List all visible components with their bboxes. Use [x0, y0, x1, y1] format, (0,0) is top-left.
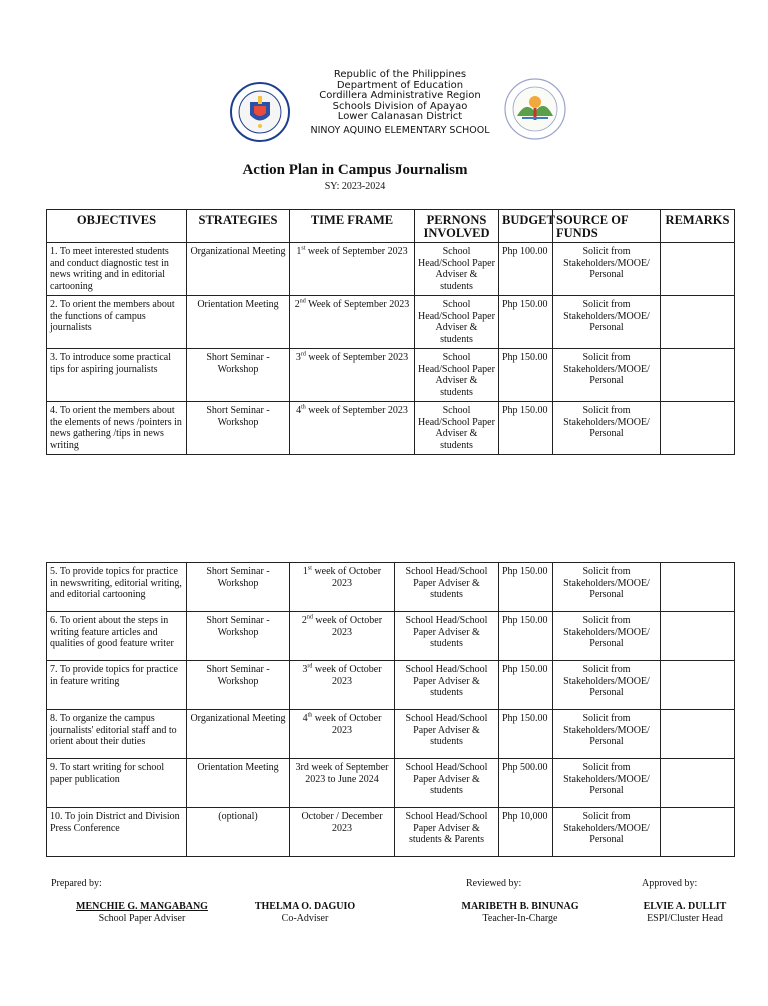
- action-plan-table: [46, 209, 735, 455]
- signatory-role: School Paper Adviser: [98, 913, 186, 924]
- reviewed-by-label: Reviewed by:: [466, 878, 522, 889]
- table-row: [47, 661, 735, 710]
- budget-cell: Php 100.00: [499, 243, 553, 296]
- source-cell: Solicit from Stakeholders/MOOE/ Personal: [553, 243, 661, 296]
- signatory-name: MARIBETH B. BINUNAG: [461, 901, 579, 912]
- persons-cell: School Head/School Paper Adviser & students: [395, 563, 499, 612]
- budget-cell: Php 150.00: [499, 349, 553, 402]
- time-frame-number: 2: [301, 615, 307, 626]
- letterhead: [0, 70, 768, 140]
- time-frame-cell: [290, 710, 395, 759]
- time-frame-cell: [290, 349, 415, 402]
- source-cell: Solicit from Stakeholders/MOOE/ Personal: [553, 759, 661, 808]
- persons-cell: School Head/School Paper Adviser & students: [395, 759, 499, 808]
- time-frame-ordinal: th: [301, 404, 306, 411]
- objective-cell: 1. To meet interested students and conduct diagnostic test in news writing and in editorial cartooning: [47, 243, 187, 296]
- table-row: [47, 243, 735, 296]
- strategy-cell: Orientation Meeting: [187, 759, 290, 808]
- remarks-cell: [661, 243, 735, 296]
- document-title: Action Plan in Campus Journalism: [242, 162, 468, 178]
- budget-cell: Php 150.00: [499, 402, 553, 455]
- approved-by-label: Approved by:: [642, 878, 698, 889]
- objective-cell: 8. To organize the campus journalists' editorial staff and to orient about their duties: [47, 710, 187, 759]
- source-cell: Solicit from Stakeholders/MOOE/ Personal: [553, 563, 661, 612]
- time-frame-cell: [290, 808, 395, 857]
- persons-cell: School Head/School Paper Adviser & students: [415, 349, 499, 402]
- signatory-name: MENCHIE G. MANGABANG: [76, 901, 208, 912]
- source-cell: Solicit from Stakeholders/MOOE/ Personal: [553, 349, 661, 402]
- signatory-name: THELMA O. DAGUIO: [254, 901, 356, 912]
- time-frame-text: week of October 2023: [312, 664, 382, 687]
- objective-cell: 9. To start writing for school paper publication: [47, 759, 187, 808]
- source-cell: Solicit from Stakeholders/MOOE/ Personal: [553, 296, 661, 349]
- objective-cell: 7. To provide topics for practice in feature writing: [47, 661, 187, 710]
- budget-cell: Php 150.00: [499, 661, 553, 710]
- remarks-cell: [661, 661, 735, 710]
- header-line: Republic of the Philippines: [333, 69, 467, 80]
- remarks-cell: [661, 710, 735, 759]
- persons-cell: School Head/School Paper Adviser & students & Parents: [395, 808, 499, 857]
- column-header-time-frame: TIME FRAME: [290, 210, 415, 243]
- time-frame-ordinal: st: [307, 565, 312, 572]
- signatory-role: ESPI/Cluster Head: [647, 913, 723, 924]
- time-frame-number: 1: [296, 246, 302, 257]
- persons-cell: School Head/School Paper Adviser & students: [415, 402, 499, 455]
- time-frame-cell: [290, 563, 395, 612]
- time-frame-text: week of September 2023: [305, 352, 409, 363]
- budget-cell: Php 500.00: [499, 759, 553, 808]
- remarks-cell: [661, 808, 735, 857]
- time-frame-text: 3rd week of September 2023 to June 2024: [295, 762, 389, 785]
- column-header-persons: PERNONS INVOLVED: [415, 210, 499, 243]
- time-frame-number: 4: [296, 405, 302, 416]
- budget-cell: Php 150.00: [499, 710, 553, 759]
- persons-cell: School Head/School Paper Adviser & students: [415, 243, 499, 296]
- time-frame-number: 4: [302, 713, 308, 724]
- time-frame-text: week of October 2023: [312, 713, 382, 736]
- objective-cell: 2. To orient the members about the functions of campus journalists: [47, 296, 187, 349]
- column-header-budget: BUDGET: [499, 210, 553, 243]
- source-cell: Solicit from Stakeholders/MOOE/ Personal: [553, 808, 661, 857]
- time-frame-number: 3: [302, 664, 308, 675]
- signatory-role: Teacher-In-Charge: [482, 913, 558, 924]
- time-frame-number: 3: [295, 352, 301, 363]
- budget-cell: Php 10,000: [499, 808, 553, 857]
- time-frame-ordinal: nd: [299, 298, 306, 305]
- remarks-cell: [661, 612, 735, 661]
- remarks-cell: [661, 563, 735, 612]
- persons-cell: School Head/School Paper Adviser & students: [395, 710, 499, 759]
- strategy-cell: Short Seminar - Workshop: [187, 661, 290, 710]
- table-row: [47, 808, 735, 857]
- strategy-cell: Organizational Meeting: [187, 243, 290, 296]
- header-line: Schools Division of Apayao: [332, 100, 468, 112]
- time-frame-text: October / December 2023: [301, 811, 383, 834]
- table-row: [47, 759, 735, 808]
- strategy-cell: Organizational Meeting: [187, 710, 290, 759]
- objective-cell: 4. To orient the members about the elements of news /pointers in news gathering /tips in news writing: [47, 402, 187, 455]
- time-frame-number: 1: [302, 566, 308, 577]
- budget-cell: Php 150.00: [499, 296, 553, 349]
- persons-cell: School Head/School Paper Adviser & students: [415, 296, 499, 349]
- strategy-cell: Short Seminar - Workshop: [187, 402, 290, 455]
- action-plan-table-continued: [46, 562, 735, 857]
- header-line: Lower Calanasan District: [337, 111, 463, 123]
- header-line: Department of Education: [336, 79, 464, 91]
- signatory-name: ELVIE A. DULLIT: [643, 901, 727, 912]
- time-frame-cell: [290, 296, 415, 349]
- objective-cell: 5. To provide topics for practice in newswriting, editorial writing, and editorial cartooning: [47, 563, 187, 612]
- column-header-source: SOURCE OF FUNDS: [553, 210, 661, 243]
- column-header-objectives: OBJECTIVES: [47, 210, 187, 243]
- time-frame-cell: [290, 612, 395, 661]
- persons-cell: School Head/School Paper Adviser & students: [395, 612, 499, 661]
- budget-cell: Php 150.00: [499, 612, 553, 661]
- time-frame-cell: [290, 759, 395, 808]
- time-frame-text: week of September 2023: [305, 405, 408, 416]
- persons-cell: School Head/School Paper Adviser & students: [395, 661, 499, 710]
- strategy-cell: (optional): [187, 808, 290, 857]
- table-header-row: [47, 210, 735, 243]
- time-frame-ordinal: rd: [307, 663, 313, 670]
- source-cell: Solicit from Stakeholders/MOOE/ Personal: [553, 402, 661, 455]
- time-frame-cell: [290, 661, 395, 710]
- school-seal-icon: [504, 78, 566, 140]
- table-row: [47, 349, 735, 402]
- table-row: [47, 402, 735, 455]
- time-frame-ordinal: th: [307, 712, 313, 719]
- strategy-cell: Short Seminar - Workshop: [187, 349, 290, 402]
- time-frame-number: 2: [294, 299, 300, 310]
- time-frame-ordinal: st: [301, 245, 306, 252]
- column-header-remarks: REMARKS: [661, 210, 735, 243]
- column-header-strategies: STRATEGIES: [187, 210, 290, 243]
- prepared-by-label: Prepared by:: [51, 878, 102, 889]
- deped-seal-icon: [224, 82, 296, 142]
- table-row: [47, 710, 735, 759]
- table-row: [47, 612, 735, 661]
- time-frame-text: week of September 2023: [305, 246, 408, 257]
- objective-cell: 3. To introduce some practical tips for aspiring journalists: [47, 349, 187, 402]
- source-cell: Solicit from Stakeholders/MOOE/ Personal: [553, 661, 661, 710]
- time-frame-ordinal: rd: [300, 351, 306, 358]
- table-row: [47, 296, 735, 349]
- objective-cell: 6. To orient about the steps in writing feature articles and qualities of good feature writer: [47, 612, 187, 661]
- remarks-cell: [661, 349, 735, 402]
- time-frame-text: Week of September 2023: [305, 299, 410, 310]
- time-frame-cell: [290, 402, 415, 455]
- remarks-cell: [661, 402, 735, 455]
- table-row: [47, 563, 735, 612]
- budget-cell: Php 150.00: [499, 563, 553, 612]
- signatory-role: Co-Adviser: [281, 913, 329, 924]
- letterhead-text: [300, 70, 500, 123]
- strategy-cell: Short Seminar - Workshop: [187, 563, 290, 612]
- time-frame-ordinal: nd: [306, 614, 313, 621]
- school-name: NINOY AQUINO ELEMENTARY SCHOOL: [310, 125, 490, 136]
- header-line: Cordillera Administrative Region: [319, 90, 481, 102]
- source-cell: Solicit from Stakeholders/MOOE/ Personal: [553, 612, 661, 661]
- strategy-cell: Short Seminar - Workshop: [187, 612, 290, 661]
- strategy-cell: Orientation Meeting: [187, 296, 290, 349]
- objective-cell: 10. To join District and Division Press Conference: [47, 808, 187, 857]
- time-frame-text: week of October 2023: [312, 615, 383, 638]
- remarks-cell: [661, 759, 735, 808]
- school-year: SY: 2023-2024: [324, 181, 386, 192]
- source-cell: Solicit from Stakeholders/MOOE/ Personal: [553, 710, 661, 759]
- remarks-cell: [661, 296, 735, 349]
- time-frame-text: week of October 2023: [311, 566, 382, 589]
- time-frame-cell: [290, 243, 415, 296]
